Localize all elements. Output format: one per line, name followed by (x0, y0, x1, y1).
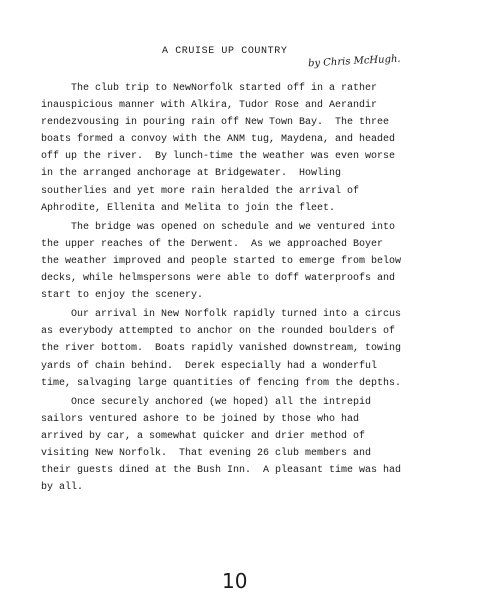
article-body (41, 80, 461, 496)
text-line: inauspicious manner with Alkira, Tudor Rose and Aerandir (41, 100, 378, 112)
text-line: start to enjoy the scenery. (41, 290, 204, 302)
text-line: time, salvaging large quantities of fencing from the depths. (41, 377, 402, 389)
text-line: southerlies and yet more rain heralded the arrival of (41, 185, 360, 197)
article-title: A CRUISE UP COUNTRY (162, 46, 288, 57)
page-number: 10 (222, 569, 248, 593)
text-line: the river bottom. Boats rapidly vanished downstream, towing (41, 343, 402, 355)
text-line: in the arranged anchorage at Bridgewater. Howling (41, 168, 342, 180)
text-line: as everybody attempted to anchor on the rounded boulders of (41, 326, 396, 338)
text-line: The bridge was opened on schedule and we ventured into (41, 221, 396, 233)
text-line: The club trip to NewNorfolk started off in a rather (41, 83, 378, 94)
text-line: off up the river. By lunch-time the weather was even worse (41, 151, 396, 163)
text-line: the upper reaches of the Derwent. As we approached Boyer (41, 238, 384, 250)
text-line: boats formed a convoy with the ANM tug, Maydena, and headed (41, 134, 396, 146)
text-line: arrived by car, a somewhat quicker and drier method of (41, 430, 366, 442)
text-line: decks, while helmspersons were able to doff waterproofs and (41, 273, 396, 285)
text-line: their guests dined at the Bush Inn. A pleasant time was had (41, 465, 402, 477)
author-byline: by Chris McHugh. (307, 53, 401, 70)
paragraph-3 (41, 306, 461, 391)
text-line: Aphrodite, Ellenita and Melita to join the fleet. (41, 202, 336, 214)
text-line: Our arrival in New Norfolk rapidly turned into a circus (41, 309, 402, 321)
text-line: by all. (41, 482, 84, 494)
text-line: Once securely anchored (we hoped) all the intrepid (41, 396, 372, 408)
text-line: the weather improved and people started to emerge from below (41, 255, 402, 267)
text-line: sailors ventured ashore to be joined by those who had (41, 413, 360, 425)
text-line: yards of chain behind. Derek especially had a wonderful (41, 360, 378, 372)
paragraph-4 (41, 394, 461, 497)
paragraph-2 (41, 219, 461, 304)
paragraph-1 (41, 80, 461, 217)
text-line: visiting New Norfolk. That evening 26 club members and (41, 447, 372, 459)
text-line: rendezvousing in pouring rain off New Town Bay. The three (41, 117, 390, 129)
